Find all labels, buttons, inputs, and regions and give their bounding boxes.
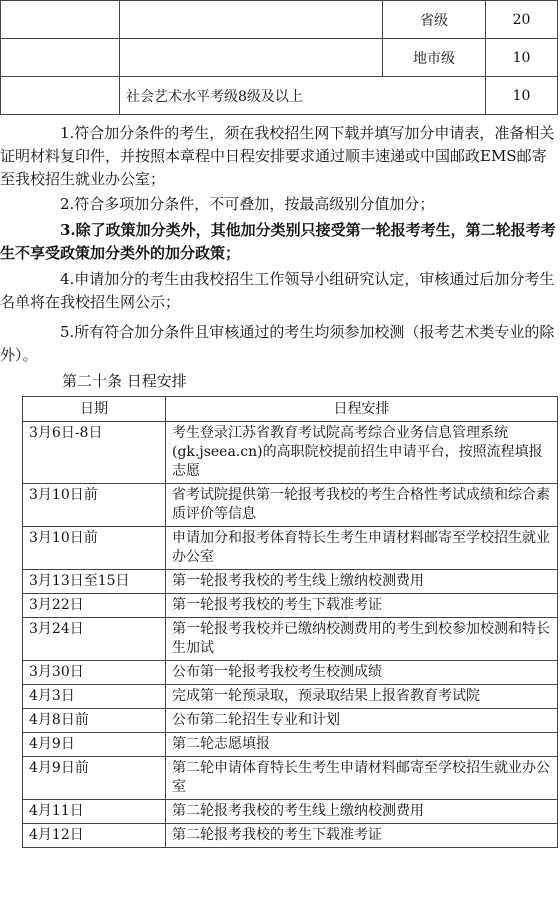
table-cell: 10 [486, 39, 558, 77]
table-row [23, 733, 558, 757]
note-1: 1.符合加分条件的考生，须在我校招生网下载并填写加分申请表，准备相关证明材料复印件，并按照本章程中日程安排要求通过顺丰速递或中国邮政EMS邮寄至我校招生就业办公室； [0, 124, 555, 188]
table-row [23, 685, 558, 709]
note-5: 5.所有符合加分条件且审核通过的考生均须参加校测（报考艺术类专业的除外）。 [0, 323, 555, 364]
table-cell [120, 1, 383, 39]
table-row [23, 570, 558, 594]
schedule-table [22, 396, 558, 848]
schedule-date-cell: 4月8日前 [23, 709, 166, 733]
schedule-event-cell: 省考试院提供第一轮报考我校的考生合格性考试成绩和综合素质评价等信息 [166, 484, 558, 527]
schedule-event-cell: 第二轮报考我校的考生线上缴纳校测费用 [166, 800, 558, 824]
schedule-date-cell: 3月13日至15日 [23, 570, 166, 594]
table-cell: 社会艺术水平考级8级及以上 [120, 77, 486, 115]
schedule-event-cell: 公布第一轮报考我校考生校测成绩 [166, 661, 558, 685]
table-row [23, 594, 558, 618]
table-cell [1, 39, 120, 77]
schedule-date-cell: 4月11日 [23, 800, 166, 824]
table-row [23, 709, 558, 733]
schedule-date-cell: 3月22日 [23, 594, 166, 618]
schedule-event-cell: 考生登录江苏省教育考试院高考综合业务信息管理系统(gk.jseea.cn)的高职院校提前招生申请平台，按照流程填报志愿 [166, 422, 558, 484]
table-row [23, 661, 558, 685]
schedule-event-cell: 第二轮报考我校的考生下载准考证 [166, 824, 558, 848]
schedule-event-cell: 完成第一轮预录取，预录取结果上报省教育考试院 [166, 685, 558, 709]
schedule-title: 第二十条 日程安排 [62, 372, 187, 390]
note-2: 2.符合多项加分条件，不可叠加，按最高级别分值加分； [60, 195, 435, 213]
schedule-date-cell: 4月3日 [23, 685, 166, 709]
schedule-event-cell: 第一轮报考我校并已缴纳校测费用的考生到校参加校测和特长生加试 [166, 618, 558, 661]
note-3: 3.除了政策加分类外，其他加分类别只接受第一轮报考考生，第二轮报考考生不享受政策加分类外的加分政策； [0, 221, 556, 262]
table-row [23, 757, 558, 800]
table-cell [120, 39, 383, 77]
table-row [1, 77, 558, 115]
schedule-event-cell: 公布第二轮招生专业和计划 [166, 709, 558, 733]
schedule-event-cell: 申请加分和报考体育特长生考生申请材料邮寄至学校招生就业办公室 [166, 527, 558, 570]
table-row [23, 800, 558, 824]
table-cell: 省级 [383, 1, 486, 39]
schedule-date-cell: 3月24日 [23, 618, 166, 661]
table-row [1, 1, 558, 39]
table-row [23, 824, 558, 848]
table-row [23, 422, 558, 484]
table-cell [1, 77, 120, 115]
table-cell: 20 [486, 1, 558, 39]
table-row [23, 484, 558, 527]
schedule-date-cell: 4月9日 [23, 733, 166, 757]
table-row [23, 618, 558, 661]
table-header-row [23, 397, 558, 422]
schedule-event-cell: 第二轮志愿填报 [166, 733, 558, 757]
bonus-score-table [0, 0, 558, 115]
schedule-event-cell: 第一轮报考我校的考生线上缴纳校测费用 [166, 570, 558, 594]
table-cell: 10 [486, 77, 558, 115]
schedule-date-cell: 3月30日 [23, 661, 166, 685]
table-row [1, 39, 558, 77]
table-cell [1, 1, 120, 39]
schedule-date-cell: 3月10日前 [23, 527, 166, 570]
schedule-date-cell: 3月6日-8日 [23, 422, 166, 484]
column-header-date: 日期 [23, 397, 166, 422]
schedule-date-cell: 3月10日前 [23, 484, 166, 527]
column-header-event: 日程安排 [166, 397, 558, 422]
table-row [23, 527, 558, 570]
schedule-event-cell: 第二轮申请体育特长生考生申请材料邮寄至学校招生就业办公室 [166, 757, 558, 800]
note-4: 4.申请加分的考生由我校招生工作领导小组研究认定，审核通过后加分考生名单将在我校招生网公示； [0, 270, 555, 311]
schedule-date-cell: 4月12日 [23, 824, 166, 848]
schedule-date-cell: 4月9日前 [23, 757, 166, 800]
table-cell: 地市级 [383, 39, 486, 77]
schedule-event-cell: 第一轮报考我校的考生下载准考证 [166, 594, 558, 618]
